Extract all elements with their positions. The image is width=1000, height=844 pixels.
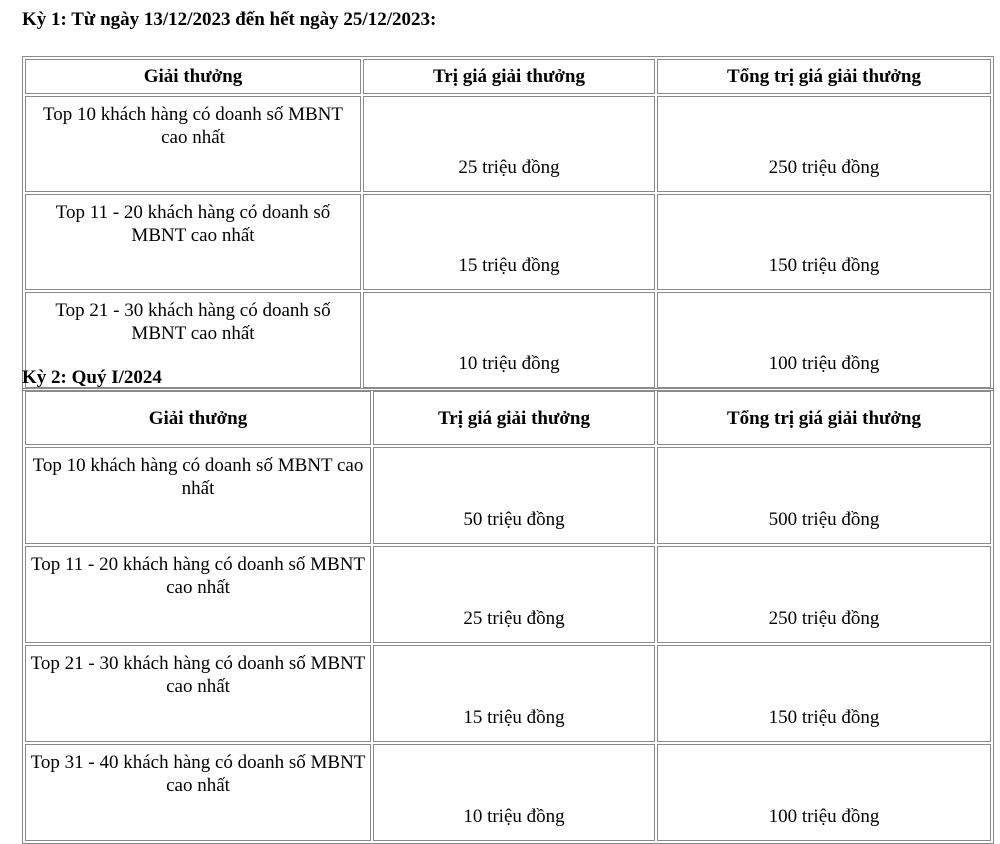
prize-value: 15 triệu đồng	[373, 645, 655, 742]
header-total-value: Tổng trị giá giải thưởng	[657, 59, 991, 94]
prize-total: 250 triệu đồng	[657, 96, 991, 192]
period-2-heading: Kỳ 2: Quý I/2024	[22, 367, 162, 388]
prize-value: 25 triệu đồng	[373, 546, 655, 643]
period-2-prize-table	[22, 388, 994, 844]
prize-name: Top 10 khách hàng có doanh số MBNT cao nhất	[25, 96, 361, 192]
table-row	[25, 447, 991, 544]
period-1-heading: Kỳ 1: Từ ngày 13/12/2023 đến hết ngày 25/12/2023:	[22, 9, 437, 30]
prize-total: 500 triệu đồng	[657, 447, 991, 544]
prize-value: 50 triệu đồng	[373, 447, 655, 544]
prize-total: 100 triệu đồng	[657, 744, 991, 841]
table-row	[25, 546, 991, 643]
table-row	[25, 292, 991, 388]
table-row	[25, 96, 991, 192]
prize-value: 10 triệu đồng	[363, 292, 655, 388]
table-row	[25, 645, 991, 742]
header-prize: Giải thưởng	[25, 59, 361, 94]
prize-name: Top 21 - 30 khách hàng có doanh số MBNT cao nhất	[25, 292, 361, 388]
prize-total: 150 triệu đồng	[657, 645, 991, 742]
prize-value: 25 triệu đồng	[363, 96, 655, 192]
header-total-value: Tổng trị giá giải thưởng	[657, 391, 991, 445]
prize-total: 250 triệu đồng	[657, 546, 991, 643]
prize-name: Top 11 - 20 khách hàng có doanh số MBNT cao nhất	[25, 194, 361, 290]
table-header-row	[25, 59, 991, 94]
prize-value: 10 triệu đồng	[373, 744, 655, 841]
table-row	[25, 194, 991, 290]
prize-value: 15 triệu đồng	[363, 194, 655, 290]
table-row	[25, 744, 991, 841]
prize-total: 100 triệu đồng	[657, 292, 991, 388]
prize-name: Top 31 - 40 khách hàng có doanh số MBNT cao nhất	[25, 744, 371, 841]
prize-total: 150 triệu đồng	[657, 194, 991, 290]
period-1-prize-table	[22, 56, 994, 391]
header-prize-value: Trị giá giải thưởng	[363, 59, 655, 94]
table-header-row	[25, 391, 991, 445]
header-prize-value: Trị giá giải thưởng	[373, 391, 655, 445]
prize-name: Top 21 - 30 khách hàng có doanh số MBNT cao nhất	[25, 645, 371, 742]
prize-name: Top 11 - 20 khách hàng có doanh số MBNT cao nhất	[25, 546, 371, 643]
prize-name: Top 10 khách hàng có doanh số MBNT cao nhất	[25, 447, 371, 544]
header-prize: Giải thưởng	[25, 391, 371, 445]
